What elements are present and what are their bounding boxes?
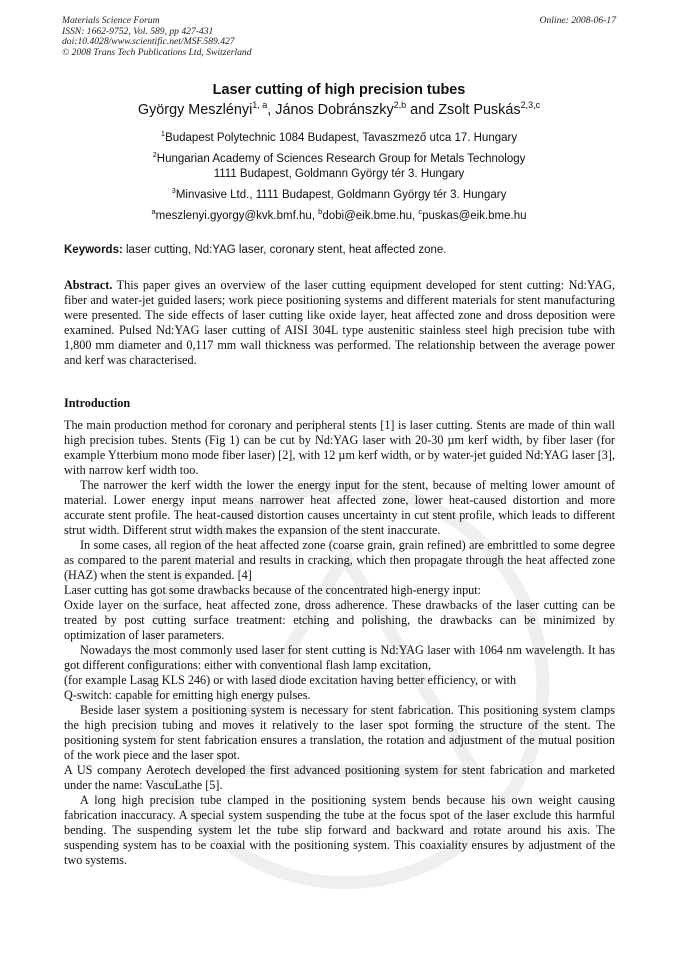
paragraph: Laser cutting has got some drawbacks because of the concentrated high-energy input: xyxy=(64,583,482,597)
keywords xyxy=(64,244,446,256)
paragraph: A US company Aerotech developed the first advanced positioning system for stent fabrication and marketed under the name: VascuLathe [5]. xyxy=(64,763,615,792)
affiliation-1 xyxy=(0,131,678,146)
affiliation-text: Budapest Polytechnic 1084 Budapest, Tavaszmező utca 17. Hungary xyxy=(165,132,518,144)
author-list xyxy=(0,102,678,118)
abstract xyxy=(64,278,615,369)
keywords-label: Keywords: xyxy=(64,244,123,256)
author-name: György Meszlényi xyxy=(137,102,253,118)
affiliation-text: Minvasive Ltd., 1111 Budapest, Goldmann György tér 3. Hungary xyxy=(175,189,507,201)
affiliation-2 xyxy=(0,152,678,181)
journal-name: Materials Science Forum xyxy=(62,15,160,26)
email-sup: b xyxy=(318,207,323,216)
journal-doi: doi:10.4028/www.scientific.net/MSF.589.427 xyxy=(62,36,235,48)
affiliation-sup: 1 xyxy=(160,129,166,138)
email-link: puskas@eik.bme.hu xyxy=(422,210,527,222)
author-name: János Dobránszky xyxy=(275,102,394,118)
author-sup: 1, a xyxy=(252,100,268,110)
journal-issn: ISSN: 1662-9752, Vol. 589, pp 427-431 xyxy=(62,25,214,37)
paragraph: Nowadays the most commonly used laser for stent cutting is Nd:YAG laser with 1064 nm wavelength. It has got different configurations: either with conventional flash lamp excitation, xyxy=(64,643,615,672)
paper-title: Laser cutting of high precision tubes xyxy=(212,82,466,98)
affiliation-sup: 3 xyxy=(171,186,176,195)
email-sup: c xyxy=(418,207,423,216)
author-separator: and xyxy=(406,102,439,118)
author-separator: , xyxy=(267,102,276,118)
author-emails xyxy=(0,209,678,224)
affiliation-text: 1111 Budapest, Goldmann György tér 3. Hungary xyxy=(213,167,465,180)
abstract-text: This paper gives an overview of the laser cutting equipment developed for stent cutting: Nd:YAG, fiber and water-jet guided lasers; work piece positioning systems and different materials for stent manufacturing were presented. The side effects of laser cutting like oxide layer, heat affected zone and dross deposition were examined. Pulsed Nd:YAG laser cutting of AISI 304L type austenitic stainless steel high precision tube with 1,800 mm diameter and 0,117 mm wall thickness was performed. The relationship between the average power and kerf was characterised. xyxy=(64,278,615,368)
paragraph: (for example Lasag KLS 246) or with lased diode excitation having better efficiency, or with xyxy=(64,673,517,687)
introduction-body xyxy=(64,418,615,868)
email-sup: a xyxy=(151,207,156,216)
paragraph: Oxide layer on the surface, heat affected zone, dross adherence. These drawbacks of the laser cutting can be treated by post cutting surface treatment: etching and polishing, the drawbacks can be minimized by optimization of laser parameters. xyxy=(64,598,615,642)
paragraph: Q-switch: capable for emitting high energy pulses. xyxy=(64,688,311,702)
paragraph: Beside laser system a positioning system is necessary for stent fabrication. This positioning system clamps the high precision tubing and moves it relatively to the laser spot forming the structure of the stent. The positioning system for stent fabrication ensures a translation, the rotation and adjustment of the mutual position of the work piece and the laser spot. xyxy=(64,703,615,762)
abstract-label: Abstract. xyxy=(64,278,113,292)
email-link: dobi@eik.bme.hu, xyxy=(322,210,419,222)
affiliation-sup: 2 xyxy=(152,150,157,159)
author-sup: 2,b xyxy=(393,100,407,110)
paragraph: The main production method for coronary and peripheral stents [1] is laser cutting. Stents are made of thin wall high precision tubes. Stents (Fig 1) can be cut by Nd:YAG laser with 20-30 µm kerf width, by fiber laser (for example Ytterbium mono mode fiber laser) [2], with 12 µm kerf width, or by water-jet guided Nd:YAG laser [3], with narrow kerf width too. xyxy=(64,418,615,477)
paragraph: In some cases, all region of the heat affected zone (coarse grain, grain refined) are embrittled to some degree as compared to the parent material and results in cracking, which then propagate through the heat affected zone (HAZ) when the stent is expanded. [4] xyxy=(64,538,615,582)
email-link: meszlenyi.gyorgy@kvk.bmf.hu, xyxy=(155,210,319,222)
author-name: Zsolt Puskás xyxy=(438,102,521,118)
affiliation-3 xyxy=(0,188,678,203)
paragraph: A long high precision tube clamped in the positioning system bends because his own weight causing fabrication inaccuracy. A special system suspending the tube at the focus spot of the laser exclude this harmful bending. The suspending system let the tube slip forward and backward and rotate around his axis. The suspending system has to be coaxial with the positioning system. This coaxiality ensures by adjustment of the two systems. xyxy=(64,793,615,867)
author-sup: 2,3,c xyxy=(520,100,541,110)
online-date: Online: 2008-06-17 xyxy=(539,15,616,26)
keywords-text: laser cutting, Nd:YAG laser, coronary stent, heat affected zone. xyxy=(122,244,447,256)
affiliation-text: Hungarian Academy of Sciences Research Group for Metals Technology xyxy=(156,153,526,165)
journal-header xyxy=(62,16,252,58)
paragraph: The narrower the kerf width the lower the energy input for the stent, because of melting lower amount of material. Lower energy input means narrower heat affected zone, lower heat-caused distortion and more accurate stent profile. The heat-caused distortion causes uncertainty in cut stent profile, which leads to different strut width. Different strut width makes the expansion of the stent inaccurate. xyxy=(64,478,615,537)
section-heading-introduction: Introduction xyxy=(64,396,131,410)
journal-copyright: © 2008 Trans Tech Publications Ltd, Switzerland xyxy=(62,46,252,58)
